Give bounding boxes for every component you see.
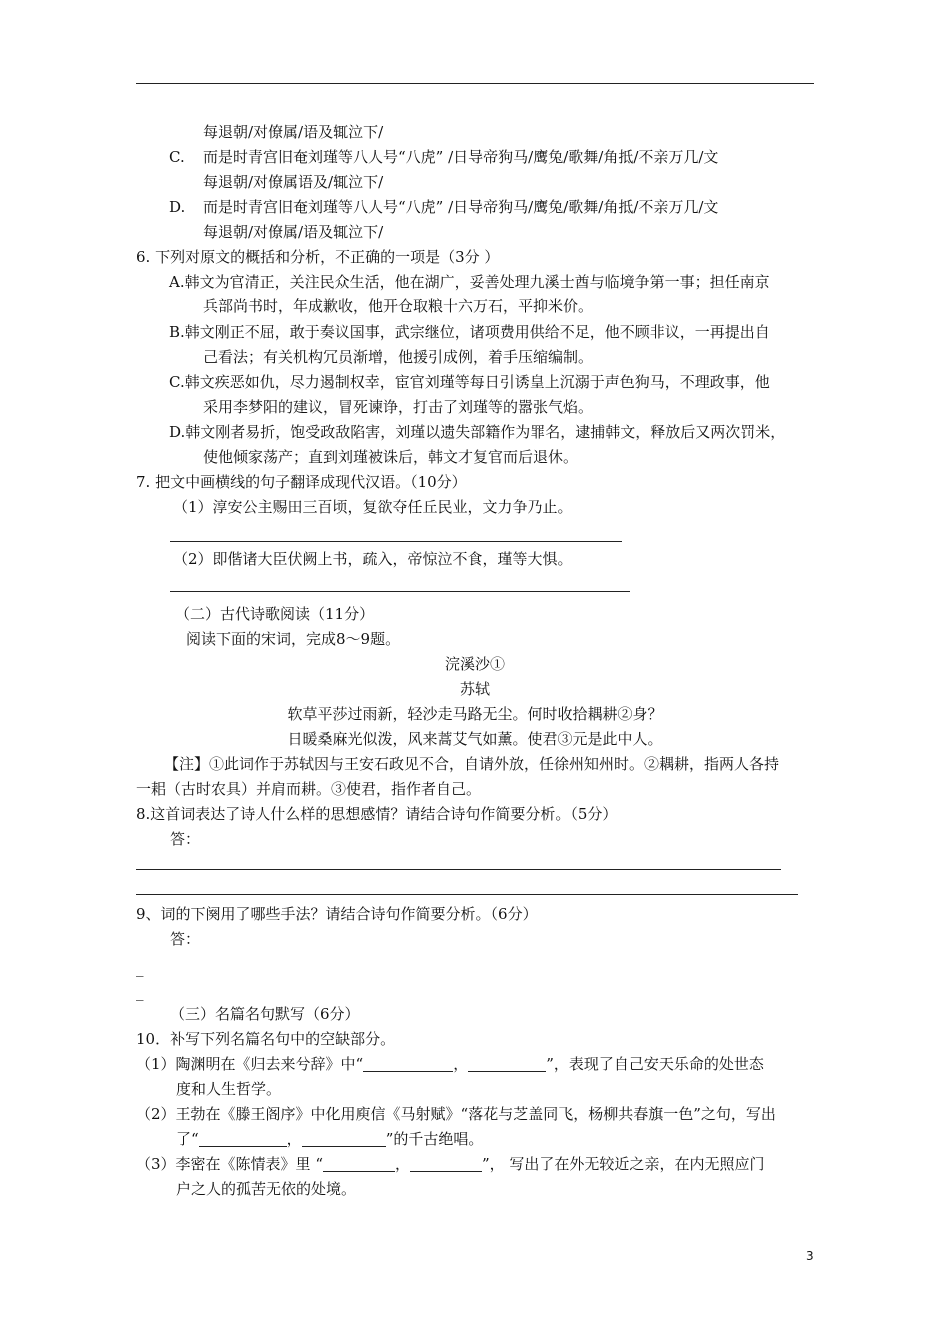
poem-line-1: 软草平莎过雨新，轻沙走马路无尘。何时收拾耦耕②身？ xyxy=(287,705,663,723)
q10-item-3-comma: ， xyxy=(394,1155,410,1173)
q6-option-d-line1: D.韩文刚者易折，饱受政敌陷害，刘瑾以遗失部籍作为罪名，逮捕韩文，释放后又两次罚米， xyxy=(169,423,786,441)
q9-answer-dash-2[interactable]: _ xyxy=(136,983,144,1001)
q8-answer-line-2[interactable] xyxy=(136,894,798,895)
q6-option-c-line1: C.韩文疾恶如仇，尽力遏制权幸，宦官刘瑾等每日引诱皇上沉溺于声色狗马，不理政事，他 xyxy=(169,373,770,391)
q7-sentence-1: （1）淳安公主赐田三百顷，复欲夺任丘民业，文力争乃止。 xyxy=(173,498,573,516)
q5-b-continuation: 每退朝/对僚属/语及辄泣下/ xyxy=(203,123,384,141)
q5-option-d-line1: 而是时青宫旧奄刘瑾等八人号“八虎” /日导帝狗马/鹰兔/歌舞/角抵/不亲万几/文 xyxy=(203,198,719,216)
q10-item-1 xyxy=(136,1054,764,1074)
poem-note-line-2: 一耜（古时农具）并肩而耕。③使君，指作者自己。 xyxy=(136,780,482,798)
q5-option-c-line2: 每退朝/对僚属语及/辄泣下/ xyxy=(203,173,384,191)
q5-option-d-label: D. xyxy=(169,198,186,216)
q7-answer-line-1[interactable] xyxy=(170,541,622,542)
page-number: 3 xyxy=(806,1249,814,1263)
q10-item-3-prefix: （3）李密在《陈情表》里 “ xyxy=(136,1155,323,1173)
poem-author: 苏轼 xyxy=(459,680,490,698)
q10-item-1-comma: ， xyxy=(453,1055,469,1073)
q10-section-heading: （三）名篇名句默写（6分） xyxy=(170,1005,360,1023)
poem-section-heading: （二）古代诗歌阅读（11分） xyxy=(175,605,375,623)
q9-answer-label: 答： xyxy=(170,930,201,948)
poem-note-line-1: 【注】①此词作于苏轼因与王安石政见不合，自请外放，任徐州知州时。②耦耕，指两人各持 xyxy=(164,755,780,773)
q9-stem: 9、词的下阕用了哪些手法？请结合诗句作简要分析。（6分） xyxy=(136,905,538,923)
q10-item-3 xyxy=(136,1154,764,1174)
q8-answer-label: 答： xyxy=(170,830,201,848)
q6-option-d-line2: 使他倾家荡产；直到刘瑾被诛后，韩文才复官而后退休。 xyxy=(203,448,579,466)
q10-item-2-suffix: ”的千古绝唱。 xyxy=(385,1130,484,1148)
q10-item-2-prefix: 了“ xyxy=(176,1130,199,1148)
q10-item-2-comma: ， xyxy=(286,1130,302,1148)
q10-item-1-prefix: （1）陶渊明在《归去来兮辞》中“ xyxy=(136,1055,364,1073)
q10-item-1-blank-b[interactable] xyxy=(468,1055,546,1072)
q5-option-c-line1: 而是时青宫旧奄刘瑾等八人号“八虎” /日导帝狗马/鹰兔/歌舞/角抵/不亲万几/文 xyxy=(203,148,719,166)
q10-item-3-suffix: ”， 写出了在外无较近之亲，在内无照应门 xyxy=(482,1155,765,1173)
q10-item-3-blank-a[interactable] xyxy=(323,1155,395,1172)
q5-option-d-line2: 每退朝/对僚属/语及辄泣下/ xyxy=(203,223,384,241)
q10-item-2-line2 xyxy=(176,1129,483,1149)
q6-option-b-line2: 己看法；有关机构冗员渐增，他援引成例，着手压缩编制。 xyxy=(203,348,594,366)
q10-item-2-blank-a[interactable] xyxy=(199,1130,287,1147)
header-rule xyxy=(136,83,814,84)
q6-option-b-line1: B.韩文刚正不屈，敢于奏议国事，武宗继位，诸项费用供给不足，他不顾非议，一再提出自 xyxy=(169,323,770,341)
q10-item-3-line2: 户之人的孤苦无依的处境。 xyxy=(176,1180,357,1198)
q10-item-3-blank-b[interactable] xyxy=(410,1155,482,1172)
poem-title: 浣溪沙① xyxy=(444,655,505,673)
q5-option-c-label: C. xyxy=(169,148,185,166)
q6-option-c-line2: 采用李梦阳的建议，冒死谏诤，打击了刘瑾等的嚣张气焰。 xyxy=(203,398,594,416)
q7-answer-line-2[interactable] xyxy=(170,591,630,592)
q10-item-1-line2: 度和人生哲学。 xyxy=(176,1080,282,1098)
q7-sentence-2: （2）即偕诸大臣伏阙上书，疏入，帝惊泣不食，瑾等大惧。 xyxy=(173,550,573,568)
q10-item-1-blank-a[interactable] xyxy=(363,1055,453,1072)
q6-option-a-line2: 兵部尚书时，年成歉收，他开仓取粮十六万石，平抑米价。 xyxy=(203,297,594,315)
q10-item-1-suffix: ”，表现了自己安天乐命的处世态 xyxy=(546,1055,764,1073)
q6-option-a-line1: A.韩文为官清正，关注民众生活，他在湖广，妥善处理九溪士酋与临境争第一事；担任南京 xyxy=(169,273,770,291)
q9-answer-dash-1[interactable]: _ xyxy=(136,959,144,977)
q10-stem: 10．补写下列名篇名句中的空缺部分。 xyxy=(136,1030,396,1048)
poem-intro: 阅读下面的宋词，完成8～9题。 xyxy=(186,630,401,648)
q8-stem: 8.这首词表达了诗人什么样的思想感情？请结合诗句作简要分析。（5分） xyxy=(136,805,618,823)
q10-item-2-blank-b[interactable] xyxy=(302,1130,386,1147)
q6-stem: 6. 下列对原文的概括和分析，不正确的一项是（3分 ） xyxy=(136,248,500,266)
poem-line-2: 日暖桑麻光似泼，风来蒿艾气如薰。使君③元是此中人。 xyxy=(287,730,663,748)
q10-item-2-line1: （2）王勃在《滕王阁序》中化用庾信《马射赋》“落花与芝盖同飞，杨柳共春旗一色”之句，写出 xyxy=(136,1105,776,1123)
q8-answer-line-1[interactable] xyxy=(136,869,781,870)
q7-stem: 7. 把文中画横线的句子翻译成现代汉语。（10分） xyxy=(136,473,467,491)
